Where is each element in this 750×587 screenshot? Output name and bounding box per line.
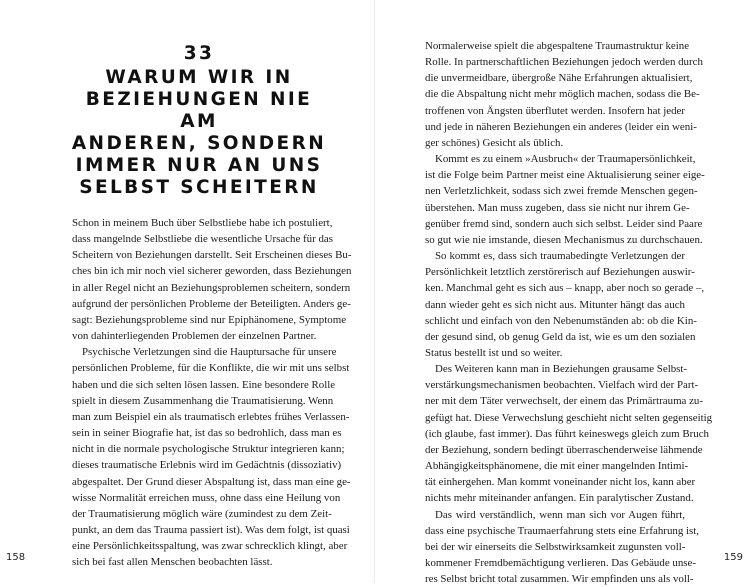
- text-line: Das wird verständlich, wenn man sich vor Augen führt,: [435, 508, 685, 521]
- text-line: Des Weiteren kann man in Beziehungen grausame Selbst-: [435, 363, 688, 376]
- right-body-text: [425, 38, 713, 587]
- chapter-heading: [70, 43, 328, 199]
- chapter-number: 33: [183, 43, 215, 64]
- text-line: schlicht und einfach von den Nebenumständen ab: ob die Kin-: [425, 314, 697, 327]
- text-line: aufgrund der persönlichen Probleme der Beteiligten. Anders ge-: [72, 297, 351, 310]
- text-line: Normalerweise spielt die abgespaltene Traumastruktur keine: [425, 40, 690, 52]
- page-number: 159: [723, 552, 743, 563]
- text-line: sich bei fast allen Menschen beobachten lässt.: [72, 556, 273, 569]
- text-line: kommener Fremdbemächtigung verlieren. Das Gebäude unse-: [425, 557, 696, 569]
- text-line: sagt: Beziehungsprobleme sind nur Epiphänomene, Symptome: [72, 313, 347, 326]
- right-page: [375, 0, 750, 586]
- text-line: der gesund sind, ob genug Geld da ist, wie es um den sozialen: [425, 330, 696, 343]
- text-line: Scheitern von Beziehungen darstellt. Seit Erscheinen dieses Bu-: [72, 249, 352, 262]
- text-line: sein in seiner Biografie hat, ist das so bedrohlich, dass man es: [72, 427, 342, 440]
- text-line: verstärkungsmechanismen beobachten. Vielfach wird der Part-: [425, 379, 699, 392]
- text-line: dass mangelnde Selbstliebe die wesentliche Ursache für das: [72, 233, 333, 246]
- text-line: So kommt es, dass sich traumabedingte Verletzungen der: [435, 250, 685, 263]
- text-line: spielt in diesem Zusammenhang die Traumatisierung. Wenn: [72, 394, 334, 407]
- text-line: bei der wir einerseits die Selbstwirksamkeit zugunsten voll-: [425, 540, 686, 553]
- text-line: Psychische Verletzungen sind die Hauptursache für unsere: [82, 346, 337, 359]
- left-page: [0, 0, 375, 583]
- page-number: 158: [6, 552, 26, 563]
- chapter-title-line: IMMER NUR AN UNS: [75, 155, 323, 176]
- text-line: gefügt hat. Diese Verwechslung geschieht nicht selten gegenseitig: [425, 411, 713, 424]
- text-line: haben und die sich selten lösen lassen. Eine besondere Rolle: [72, 378, 336, 391]
- text-line: (ich glaube, fast immer). Das führt keineswegs gleich zum Bruch: [425, 427, 709, 440]
- text-line: eine Persönlichkeitsspaltung, was zwar schrecklich klingt, aber: [72, 540, 348, 553]
- text-line: dieses traumatische Erlebnis wird im Gedächtnis (dissoziativ): [72, 459, 342, 472]
- text-line: ger schönes) Gesicht als üblich.: [425, 136, 564, 149]
- text-line: punkt, an dem das Trauma passiert ist). Was dem folgt, ist quasi: [72, 523, 350, 536]
- text-line: der Beziehung, sondern bedingt überraschenderweise lähmende: [425, 443, 703, 456]
- text-line: res Selbst bricht total zusammen. Wir empfinden uns als voll-: [425, 573, 694, 586]
- text-line: Schon in meinem Buch über Selbstliebe habe ich postuliert,: [72, 217, 333, 229]
- text-line: Rolle. In partnerschaftlichen Beziehungen jedoch werden durch: [425, 56, 703, 69]
- chapter-title-line: WARUM WIR IN: [105, 67, 293, 88]
- text-line: so gut wie nie imstande, diesen Mechanismus zu durchschauen.: [425, 233, 703, 246]
- chapter-title-line: BEZIEHUNGEN NIE AM: [85, 89, 313, 132]
- text-line: die unvermeidbare, übergroße Nähe Erfahrungen aktualisiert,: [425, 72, 693, 85]
- text-line: dass eine psychische Traumaerfahrung stets eine Erfahrung ist,: [425, 524, 700, 537]
- text-line: dann wieder geht es sich nicht aus. Mitunter hängt das auch: [425, 298, 685, 311]
- text-line: troffenen von Ängsten überflutet werden. Insofern hat jeder: [425, 104, 685, 117]
- left-body-text: [72, 215, 352, 570]
- text-line: ist die Folge beim Partner meist eine Aktualisierung seiner eige-: [425, 169, 705, 182]
- text-line: von dahinterliegenden Problemen der einzelnen Partner.: [72, 330, 317, 343]
- text-line: wisse Normalität erreichen muss, ohne dass eine Heilung von: [72, 491, 341, 504]
- text-line: die die Abspaltung nicht mehr möglich machen, sodass die Be-: [425, 88, 700, 101]
- text-line: nen Verletzlichkeit, sodass sich zwei fremde Menschen gegen-: [425, 185, 698, 198]
- text-line: Persönlichkeit letztlich zerstörerisch auf Beziehungen auswir-: [425, 266, 695, 279]
- text-line: ner mit dem Täter verwechselt, der einem das Primärtrauma zu-: [425, 395, 704, 408]
- text-line: genüber fremd sind, sondern auch sich selbst. Leider sind Paare: [425, 217, 703, 230]
- text-line: tät einhergehen. Man kommt voneinander nicht los, kann aber: [425, 476, 696, 489]
- chapter-title-line: ANDEREN, SONDERN: [71, 133, 327, 154]
- text-line: persönlichen Probleme, für die Konflikte, die wir mit uns selbst: [72, 362, 350, 375]
- text-line: ken. Manchmal geht es sich aus – knapp, aber noch so gerade –,: [425, 282, 705, 295]
- text-line: und jede in näheren Beziehungen ein anderes (leider ein weni-: [425, 120, 697, 133]
- text-line: in aller Regel nicht an Beziehungsproblemen scheitern, sondern: [72, 281, 351, 294]
- text-line: nichts mehr miteinander anfangen. Ein paralytischer Zustand.: [425, 492, 694, 505]
- text-line: nicht in die normale psychologische Struktur integrieren kann;: [72, 443, 345, 456]
- text-line: man zum Beispiel ein als traumatisch erlebtes frühes Verlassen-: [72, 410, 350, 423]
- text-line: abgespaltet. Der Grund dieser Abspaltung ist, dass man eine ge-: [72, 475, 351, 488]
- text-line: Abhängigkeitsphänomene, die mit einer mangelnden Intimi-: [425, 460, 689, 473]
- chapter-title-line: SELBST SCHEITERN: [79, 177, 319, 198]
- text-line: ches bin ich mir noch viel sicherer geworden, dass Beziehungen: [72, 265, 352, 278]
- text-line: überstehen. Man muss zugeben, dass sie nicht nur ihrem Ge-: [425, 201, 690, 214]
- text-line: Status bestellt ist und so weiter.: [425, 346, 563, 359]
- text-line: der Traumatisierung möglich wäre (zumindest zu dem Zeit-: [72, 507, 332, 520]
- text-line: Kommt es zu einem »Ausbruch« der Traumapersönlichkeit,: [435, 153, 696, 166]
